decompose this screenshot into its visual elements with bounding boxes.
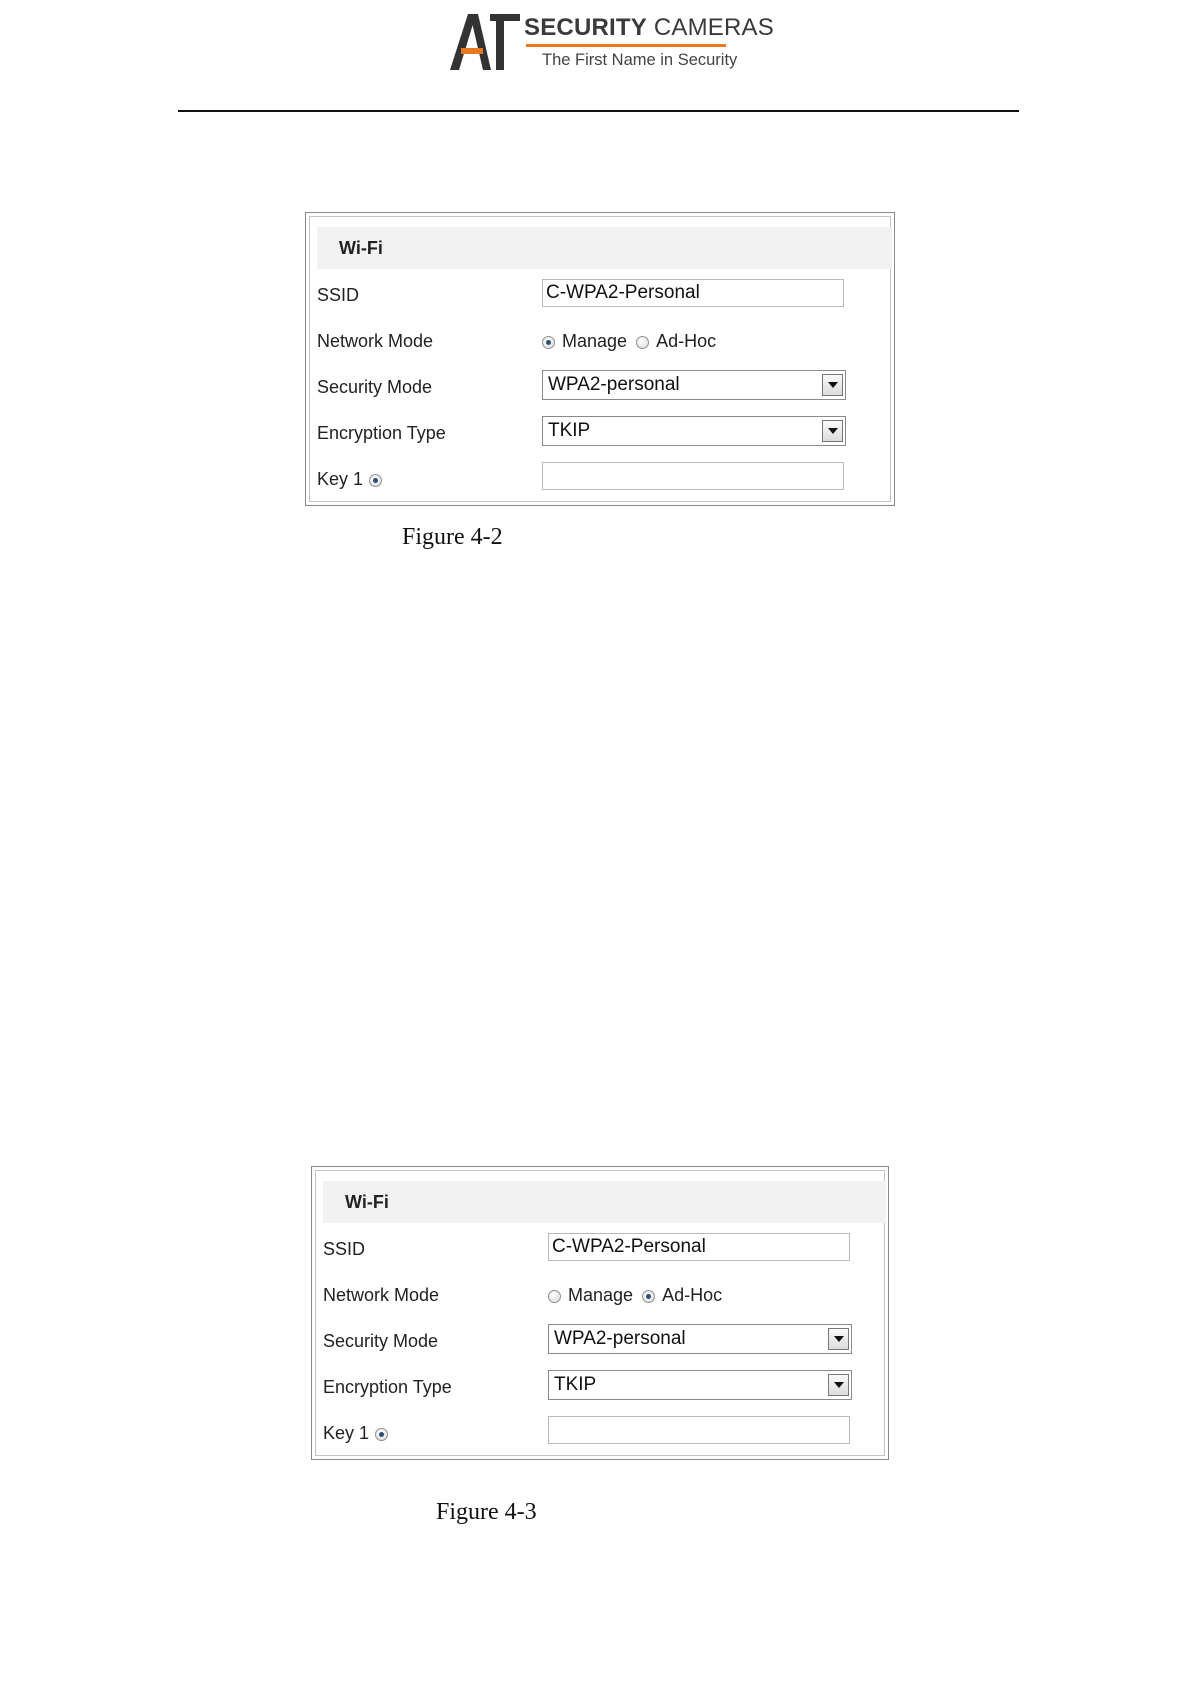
adhoc-radio[interactable]	[642, 1290, 655, 1303]
ssid-input[interactable]	[542, 279, 844, 307]
key-1-label	[317, 469, 382, 490]
security-mode-select[interactable]	[542, 370, 846, 400]
panel-header	[323, 1181, 886, 1223]
key-1-label-text: Key 1	[317, 469, 364, 489]
chevron-down-icon[interactable]	[828, 1328, 849, 1350]
key-1-label-text: Key 1	[323, 1423, 370, 1443]
header-divider	[178, 110, 1019, 112]
wifi-panel-figure-4-3	[311, 1166, 889, 1460]
encryption-type-select[interactable]	[548, 1370, 852, 1400]
adhoc-radio-label: Ad-Hoc	[656, 331, 717, 351]
network-mode-label: Network Mode	[323, 1285, 440, 1305]
adhoc-radio-label: Ad-Hoc	[662, 1285, 723, 1305]
figure-caption: Figure 4-2	[402, 524, 503, 550]
encryption-type-select[interactable]	[542, 416, 846, 446]
brand-bold: SECURITY	[524, 14, 647, 41]
panel-title: Wi-Fi	[345, 1192, 389, 1212]
ssid-label: SSID	[317, 285, 360, 305]
manage-radio-label: Manage	[562, 331, 628, 351]
security-mode-value: WPA2-personal	[548, 374, 680, 395]
company-logo	[446, 12, 774, 74]
key-1-radio[interactable]	[369, 474, 382, 487]
encryption-type-value: TKIP	[548, 420, 591, 441]
network-mode-radio-group	[542, 331, 720, 357]
key-1-input[interactable]	[548, 1416, 850, 1444]
security-mode-value: WPA2-personal	[554, 1328, 686, 1349]
encryption-type-label: Encryption Type	[323, 1377, 452, 1397]
manage-radio[interactable]	[548, 1290, 561, 1303]
key-1-radio[interactable]	[375, 1428, 388, 1441]
security-mode-select[interactable]	[548, 1324, 852, 1354]
security-mode-label: Security Mode	[317, 377, 433, 397]
ssid-input[interactable]	[548, 1233, 850, 1261]
network-mode-radio-group	[548, 1285, 726, 1311]
brand-tagline: The First Name in Security	[542, 51, 738, 69]
chevron-down-icon[interactable]	[828, 1374, 849, 1396]
ssid-label: SSID	[323, 1239, 366, 1259]
network-mode-label: Network Mode	[317, 331, 434, 351]
adhoc-radio[interactable]	[636, 336, 649, 349]
panel-header	[317, 227, 892, 269]
encryption-type-value: TKIP	[554, 1374, 597, 1395]
brand-name	[524, 14, 774, 42]
panel-title: Wi-Fi	[339, 238, 383, 258]
chevron-down-icon[interactable]	[822, 374, 843, 396]
key-1-label	[323, 1423, 388, 1444]
manage-radio[interactable]	[542, 336, 555, 349]
chevron-down-icon[interactable]	[822, 420, 843, 442]
brand-light: CAMERAS	[653, 14, 774, 41]
figure-caption: Figure 4-3	[436, 1499, 537, 1525]
wifi-panel-figure-4-2	[305, 212, 895, 506]
page-header	[0, 0, 1191, 120]
brand-underline	[526, 44, 726, 47]
manage-radio-label: Manage	[568, 1285, 634, 1305]
key-1-input[interactable]	[542, 462, 844, 490]
security-mode-label: Security Mode	[323, 1331, 439, 1351]
a1-logo-icon	[446, 12, 526, 72]
encryption-type-label: Encryption Type	[317, 423, 446, 443]
